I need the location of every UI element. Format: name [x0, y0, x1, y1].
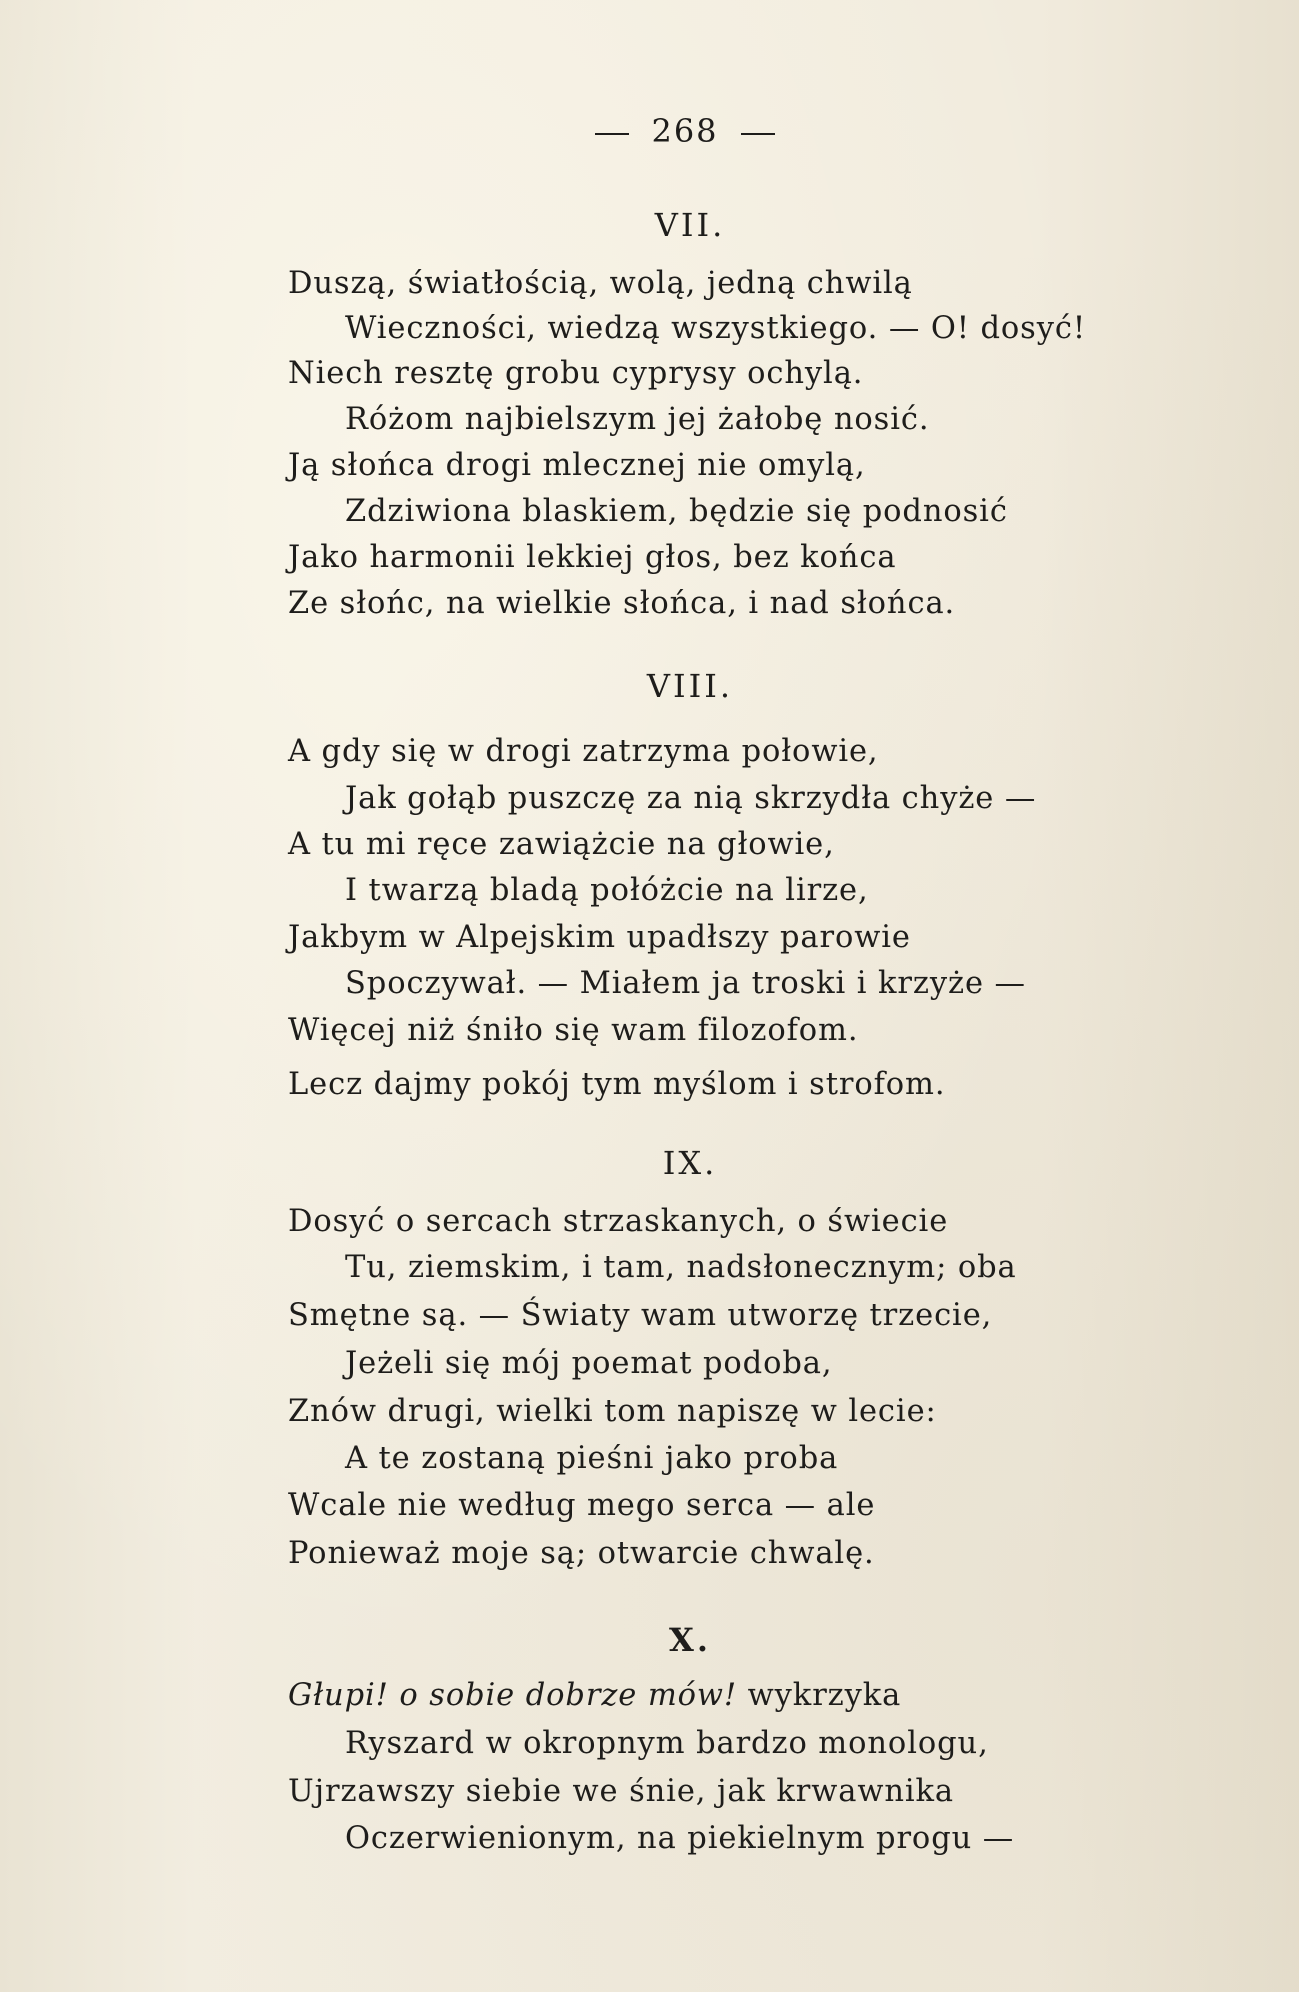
section-heading-viii: VIII. [646, 667, 734, 705]
verse-line: Wieczności, wiedzą wszystkiego. — O! dosyć! [345, 311, 1086, 346]
verse-line: Smętne są. — Światy wam utworzę trzecie, [288, 1298, 993, 1333]
verse-line: Ją słońca drogi mlecznej nie omylą, [288, 448, 866, 483]
dash-right [741, 133, 775, 135]
verse-line: Więcej niż śniło się wam filozofom. [288, 1013, 859, 1048]
page-number-text: 268 [651, 112, 719, 150]
verse-line: Spoczywał. — Miałem ja troski i krzyże — [345, 966, 1026, 1001]
dash-left [595, 133, 629, 135]
verse-line-rest: wykrzyka [737, 1678, 902, 1713]
verse-line: Niech resztę grobu cyprysy ochylą. [288, 356, 864, 391]
page-number [570, 112, 800, 150]
verse-line: Duszą, światłością, wolą, jedną chwilą [288, 266, 913, 301]
verse-line: A tu mi ręce zawiążcie na głowie, [288, 827, 835, 862]
verse-line: Jakbym w Alpejskim upadłszy parowie [288, 920, 911, 955]
verse-line: Ze słońc, na wielkie słońca, i nad słońca. [288, 586, 956, 621]
verse-line: Ujrzawszy siebie we śnie, jak krwawnika [288, 1774, 955, 1809]
section-heading-vii: VII. [654, 206, 726, 244]
section-heading-x: X. [669, 1621, 711, 1659]
verse-line: Ryszard w okropnym bardzo monologu, [345, 1726, 989, 1761]
verse-line: Zdziwiona blaskiem, będzie się podnosić [345, 494, 1008, 529]
verse-line: Ponieważ moje są; otwarcie chwalę. [288, 1536, 875, 1571]
verse-line: Jako harmonii lekkiej głos, bez końca [288, 540, 897, 575]
verse-line: Różom najbielszym jej żałobę nosić. [345, 402, 930, 437]
verse-line: Jak gołąb puszczę za nią skrzydła chyże — [345, 781, 1037, 816]
verse-line: I twarzą bladą połóżcie na lirze, [345, 873, 869, 908]
verse-line: A te zostaną pieśni jako proba [345, 1441, 839, 1476]
verse-line: Znów drugi, wielki tom napiszę w lecie: [288, 1394, 937, 1429]
verse-line: Wcale nie według mego serca — ale [288, 1488, 876, 1523]
verse-line: Oczerwienionym, na piekielnym progu — [345, 1821, 1015, 1856]
verse-line: Lecz dajmy pokój tym myślom i strofom. [288, 1067, 946, 1102]
italic-quote: Głupi! o sobie dobrze mów! [288, 1678, 738, 1713]
verse-line: A gdy się w drogi zatrzyma połowie, [288, 734, 879, 769]
verse-line: Jeżeli się mój poemat podoba, [345, 1346, 833, 1381]
verse-line-first [288, 1674, 901, 1718]
verse-line: Tu, ziemskim, i tam, nadsłonecznym; oba [345, 1250, 1017, 1285]
verse-line: Dosyć o sercach strzaskanych, o świecie [288, 1204, 949, 1239]
section-heading-ix: IX. [662, 1144, 718, 1182]
